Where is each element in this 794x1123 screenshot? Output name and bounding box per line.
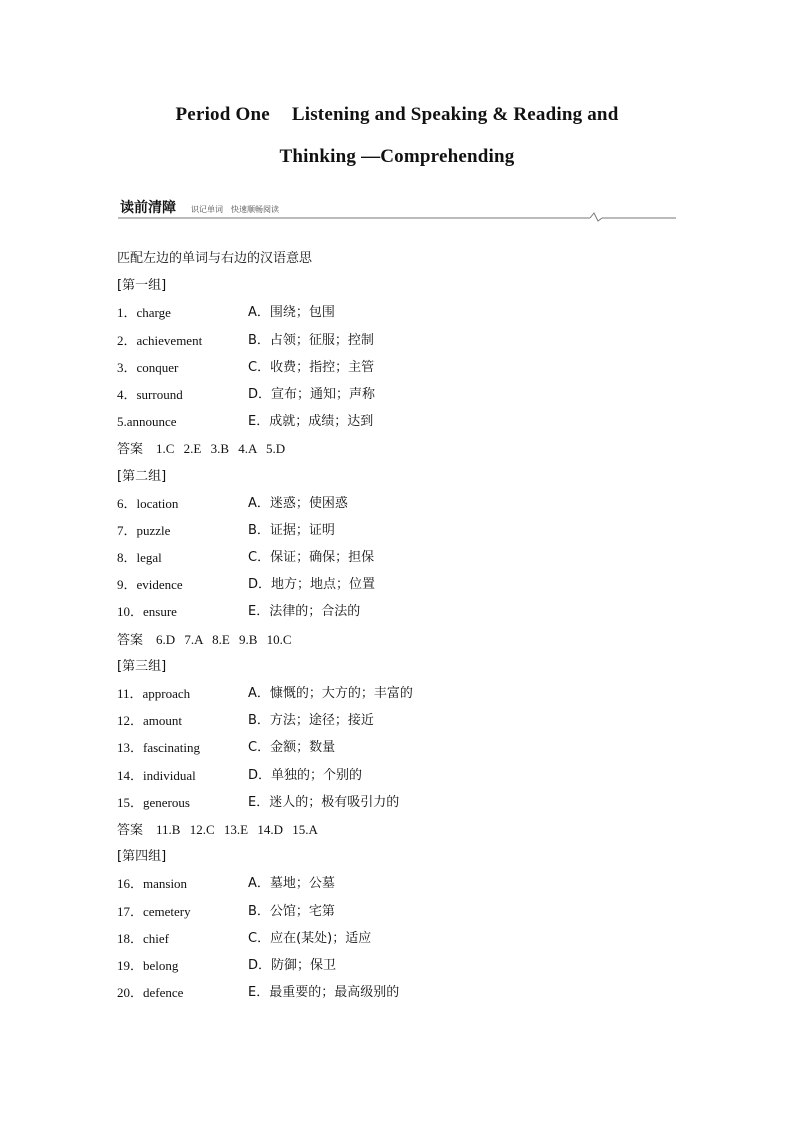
answer-values: 11.B 12.C 13.E 14.D 15.A xyxy=(156,821,318,837)
match-row xyxy=(117,517,717,544)
match-row xyxy=(117,925,717,952)
word-item: 18．chief xyxy=(117,930,169,946)
match-row xyxy=(117,707,717,734)
meaning-item: C．应在(某处)；适应 xyxy=(248,930,372,946)
meaning-item: C．保证；确保；担保 xyxy=(248,550,375,566)
exercise-body xyxy=(117,245,717,1006)
match-row xyxy=(117,598,717,625)
title-section-names: Listening and Speaking & Reading and xyxy=(291,104,619,125)
meaning-item: C．金额；数量 xyxy=(248,740,336,756)
match-row xyxy=(117,544,717,571)
word-item: 10．ensure xyxy=(117,604,177,620)
meaning-item: E．最重要的；最高级别的 xyxy=(248,985,400,1001)
answer-label: 答案 xyxy=(117,442,144,458)
answer-label: 答案 xyxy=(117,632,144,648)
meaning-item: E．成就；成绩；达到 xyxy=(248,414,374,430)
match-row xyxy=(117,354,717,381)
word-item: 20．defence xyxy=(117,985,184,1001)
group-header: [第三组] xyxy=(117,658,167,674)
word-item: 12．amount xyxy=(117,713,182,729)
match-row xyxy=(117,870,717,897)
answer-label: 答案 xyxy=(117,822,144,838)
match-row xyxy=(117,571,717,598)
match-row xyxy=(117,952,717,979)
answer-line xyxy=(117,435,717,462)
group-header: [第一组] xyxy=(117,278,167,294)
meaning-item: E．迷人的；极有吸引力的 xyxy=(248,794,400,810)
meaning-item: D．地方；地点；位置 xyxy=(248,577,376,593)
instruction-text: 匹配左边的单词与右边的汉语意思 xyxy=(117,251,313,266)
word-item: 7．puzzle xyxy=(117,522,171,538)
match-row xyxy=(117,299,717,326)
section-header xyxy=(118,196,676,222)
match-row xyxy=(117,327,717,354)
match-row xyxy=(117,979,717,1006)
match-row xyxy=(117,762,717,789)
word-item: 4．surround xyxy=(117,386,183,402)
meaning-item: D．宣布；通知；声称 xyxy=(248,386,376,402)
word-item: 17．cemetery xyxy=(117,903,191,919)
meaning-item: D．单独的；个别的 xyxy=(248,767,363,783)
answer-line xyxy=(117,626,717,653)
word-item: 19．belong xyxy=(117,957,179,973)
group-header: [第四组] xyxy=(117,849,167,865)
meaning-item: E．法律的；合法的 xyxy=(248,604,361,620)
meaning-item: B．占领；征服；控制 xyxy=(248,332,374,348)
meaning-item: B．方法；途径；接近 xyxy=(248,713,374,729)
word-item: 6．location xyxy=(117,495,179,511)
match-row xyxy=(117,381,717,408)
meaning-item: A．慷慨的；大方的；丰富的 xyxy=(248,686,413,701)
match-row xyxy=(117,898,717,925)
match-row xyxy=(117,734,717,761)
meaning-item: B．证据；证明 xyxy=(248,522,335,538)
section-subtitle: 识记单词 快速顺畅阅读 xyxy=(191,205,279,214)
word-item: 5.announce xyxy=(117,414,177,430)
meaning-item: B．公馆；宅第 xyxy=(248,903,335,919)
word-item: 2．achievement xyxy=(117,332,203,348)
word-item: 3．conquer xyxy=(117,359,179,375)
word-item: 13．fascinating xyxy=(117,740,201,756)
match-row xyxy=(117,490,717,517)
match-row xyxy=(117,680,717,707)
meaning-item: A．围绕；包围 xyxy=(248,305,335,321)
page-title-line-1 xyxy=(0,104,794,126)
meaning-item: A．墓地；公墓 xyxy=(248,876,335,892)
word-item: 15．generous xyxy=(117,794,190,810)
meaning-item: C．收费；指控；主管 xyxy=(248,359,375,375)
word-item: 14．individual xyxy=(117,767,196,783)
word-item: 8．legal xyxy=(117,550,162,566)
answer-values: 6.D 7.A 8.E 9.B 10.C xyxy=(156,631,292,647)
section-label: 读前清障 xyxy=(120,200,176,216)
match-row xyxy=(117,789,717,816)
word-item: 9．evidence xyxy=(117,577,183,593)
meaning-item: D．防御；保卫 xyxy=(248,957,337,973)
word-item: 1．charge xyxy=(117,305,171,321)
match-row xyxy=(117,408,717,435)
answer-values: 1.C 2.E 3.B 4.A 5.D xyxy=(156,441,286,457)
group-header: [第二组] xyxy=(117,468,167,484)
page-title-line-2: Thinking —Comprehending xyxy=(279,146,515,167)
title-period: Period One xyxy=(175,104,270,125)
meaning-item: A．迷惑；使困惑 xyxy=(248,495,348,511)
answer-line xyxy=(117,816,717,843)
word-item: 16．mansion xyxy=(117,876,188,892)
word-item: 11．approach xyxy=(117,686,191,701)
